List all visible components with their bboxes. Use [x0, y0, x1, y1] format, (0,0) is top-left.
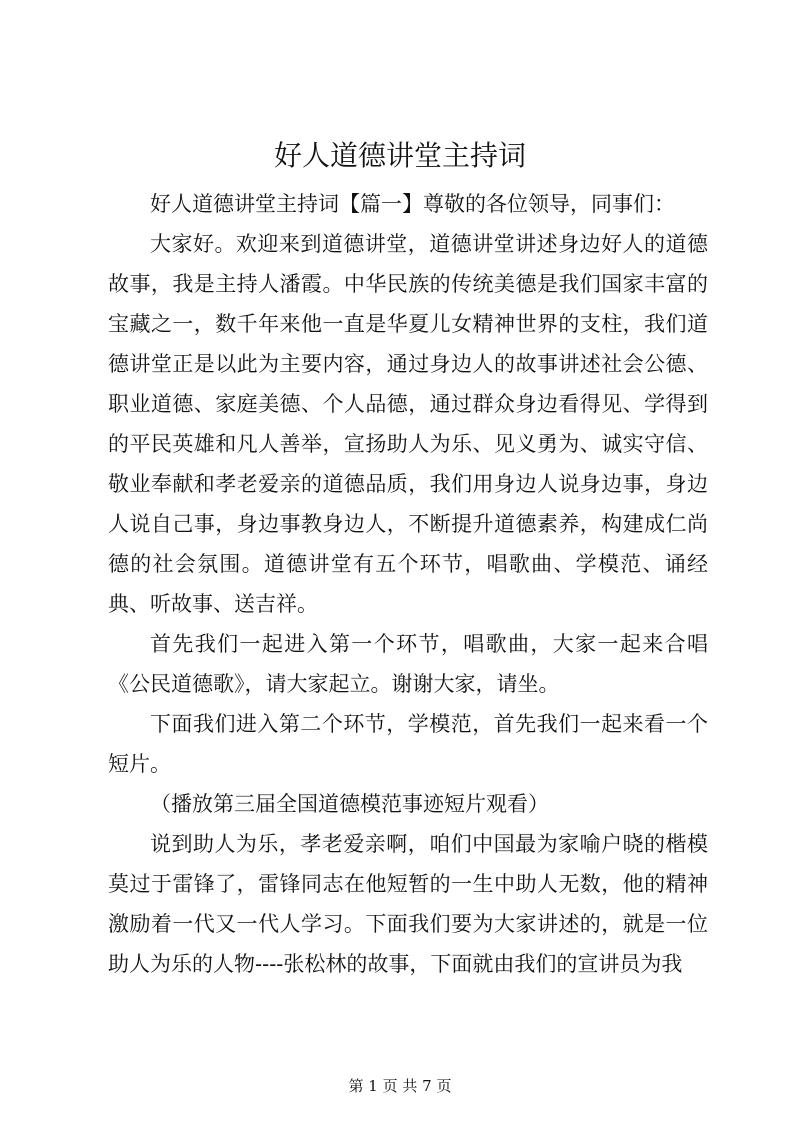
document-body — [108, 184, 708, 984]
document-title: 好人道德讲堂主持词 — [273, 139, 526, 172]
paragraph-first-segment: 首先我们一起进入第一个环节，唱歌曲，大家一起来合唱《公民道德歌》，请大家起立。谢谢大家，请坐。 — [108, 632, 708, 696]
paragraph-second-segment: 下面我们进入第二个环节，学模范，首先我们一起来看一个短片。 — [108, 712, 708, 776]
paragraph-story-intro: 说到助人为乐，孝老爱亲啊，咱们中国最为家喻户晓的楷模莫过于雷锋了，雷锋同志在他短暂的一生中助人无数，他的精神激励着一代又一代人学习。下面我们要为大家讲述的，就是一位助人为乐的人物----张松林的故事，下面就由我们的宣讲员为我 — [108, 832, 708, 976]
page-number: 第 1 页 — [348, 1077, 398, 1095]
page-footer — [0, 1076, 800, 1096]
paragraph-welcome: 大家好。欢迎来到道德讲堂，道德讲堂讲述身边好人的道德故事，我是主持人潘霞。中华民族的传统美德是我们国家丰富的宝藏之一，数千年来他一直是华夏儿女精神世界的支柱，我们道德讲堂正是以此为主要内容，通过身边人的故事讲述社会公德、职业道德、家庭美德、个人品德，通过群众身边看得见、学得到的平民英雄和凡人善举，宣扬助人为乐、见义勇为、诚实守信、敬业奉献和孝老爱亲的道德品质，我们用身边人说身边事，身边人说自己事，身边事教身边人，不断提升道德素养，构建成仁尚德的社会氛围。道德讲堂有五个环节，唱歌曲、学模范、诵经典、听故事、送吉祥。 — [108, 232, 708, 616]
paragraph-video-note: （播放第三届全国道德模范事迹短片观看） — [150, 792, 549, 816]
page-total: 共 7 页 — [402, 1077, 452, 1095]
paragraph-intro: 好人道德讲堂主持词【篇一】尊敬的各位领导，同事们： — [150, 192, 675, 216]
